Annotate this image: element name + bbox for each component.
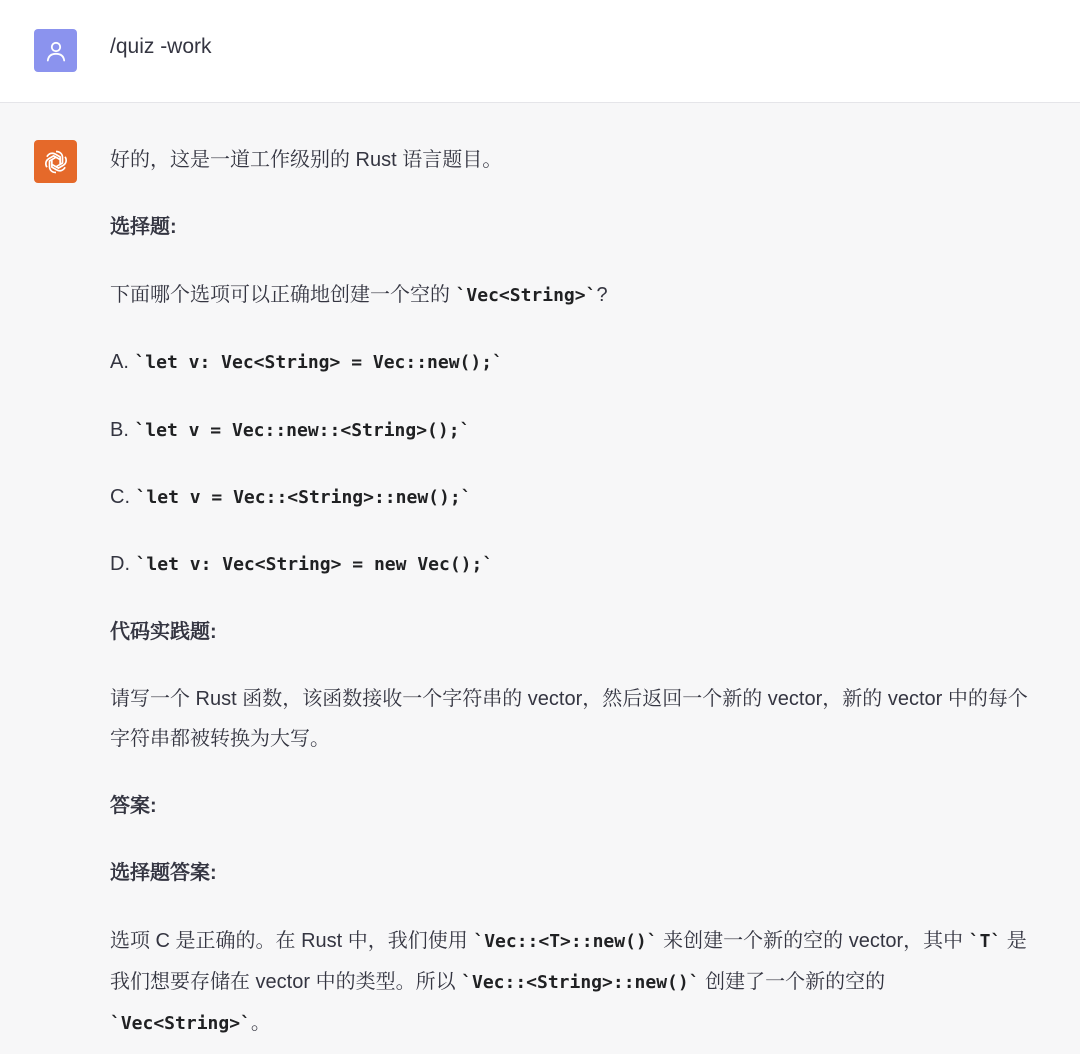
intro-text: 好的，这是一道工作级别的 Rust 语言题目。 — [110, 149, 503, 171]
option-d-letter: D. — [110, 553, 136, 575]
answer-part-4: 创建了一个新的空的 — [699, 971, 886, 993]
answer-part-3: 是我们想要存储在 vector 中的类型。所以 — [110, 930, 1027, 993]
assistant-avatar — [34, 140, 77, 183]
answer-heading: 答案: — [110, 795, 157, 817]
user-avatar — [34, 29, 77, 72]
answer-code-1: `Vec::<T>::new()` — [473, 931, 658, 952]
option-b-code: `let v = Vec::new::<String>();` — [134, 420, 471, 441]
question-text — [110, 275, 608, 316]
option-c — [110, 477, 472, 518]
practice-text: 请写一个 Rust 函数，该函数接收一个字符串的 vector，然后返回一个新的 vector，新的 vector 中的每个字符串都被转换为大写。 — [110, 688, 1028, 750]
user-message-row — [0, 0, 1080, 103]
answer-code-4: `Vec<String>` — [110, 1013, 251, 1034]
answer-part-2: 来创建一个新的空的 vector，其中 — [657, 930, 969, 952]
option-d — [110, 544, 493, 585]
answer-part-1: 选项 C 是正确的。在 Rust 中，我们使用 — [110, 930, 474, 952]
option-a — [110, 342, 503, 383]
question-suffix: ? — [596, 284, 608, 306]
assistant-message-row — [0, 103, 1080, 1054]
option-a-code: `let v: Vec<String> = Vec::new();` — [134, 352, 503, 373]
mc-answer-heading: 选择题答案: — [110, 862, 217, 884]
mc-answer-text — [110, 921, 1030, 1044]
practice-heading: 代码实践题: — [110, 621, 217, 643]
option-d-code: `let v: Vec<String> = new Vec();` — [135, 554, 494, 575]
option-b-letter: B. — [110, 419, 135, 441]
mc-heading: 选择题: — [110, 216, 177, 238]
question-code: `Vec<String>` — [455, 285, 597, 306]
openai-logo-icon — [41, 147, 71, 177]
question-prefix: 下面哪个选项可以正确地创建一个空的 — [110, 284, 456, 306]
option-b — [110, 410, 470, 451]
option-a-letter: A. — [110, 351, 135, 373]
answer-code-2: `T` — [968, 931, 1002, 952]
answer-part-5: 。 — [250, 1012, 271, 1034]
answer-code-3: `Vec::<String>::new()` — [461, 972, 700, 993]
user-icon — [44, 39, 68, 63]
option-c-code: `let v = Vec::<String>::new();` — [135, 487, 472, 508]
user-message-text: /quiz -work — [110, 35, 212, 58]
option-c-letter: C. — [110, 486, 136, 508]
